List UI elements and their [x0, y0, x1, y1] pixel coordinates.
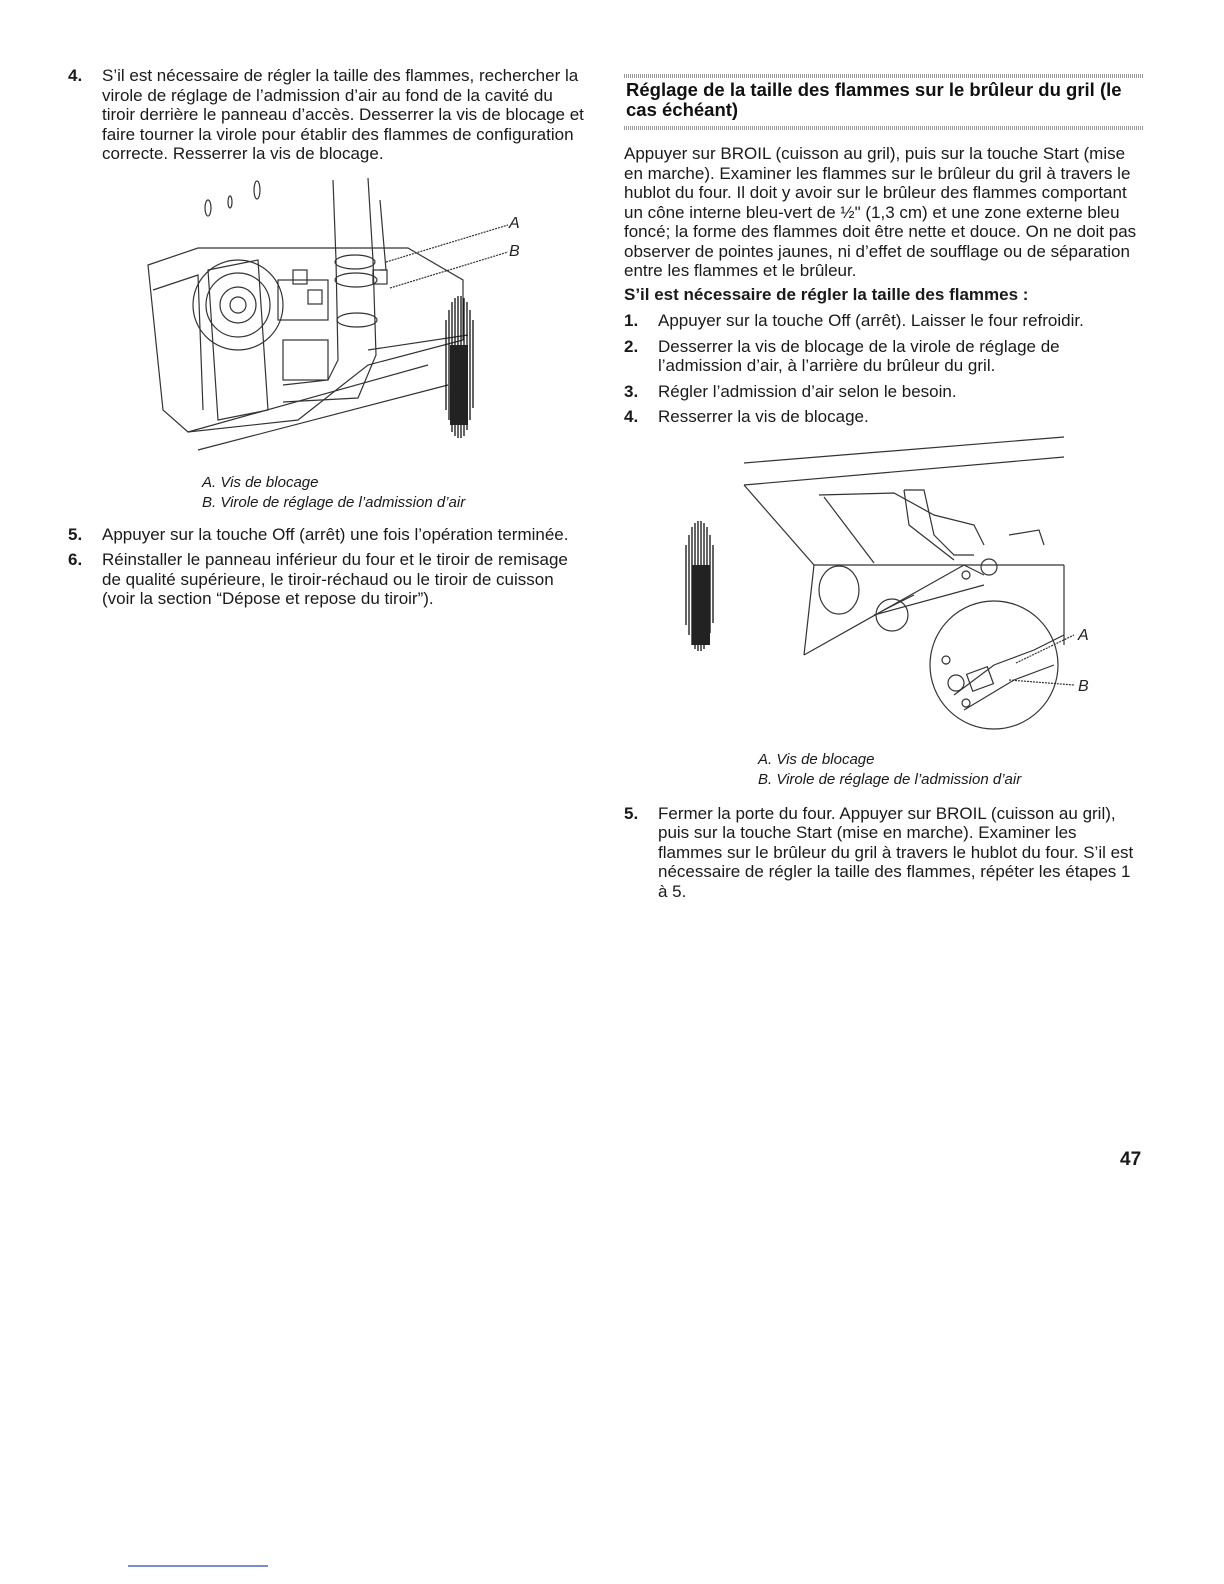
step-number: 6. [68, 550, 83, 569]
step-number: 5. [624, 803, 639, 823]
step-number: 4. [68, 66, 83, 85]
step-text: Régler l’admission d’air selon le besoin. [658, 381, 957, 401]
section-heading: Réglage de la taille des flammes sur le brûleur du gril (le cas échéant) [624, 66, 1144, 132]
step-number: 5. [68, 524, 83, 544]
step-number: 1. [624, 311, 639, 330]
step-number: 3. [624, 381, 639, 401]
step-text: Fermer la porte du four. Appuyer sur BROIL (cuisson au gril), puis sur la touche Start (mise en marche). Examiner les flammes sur le brûleur du gril à travers le hublot du four. S’il est nécessaire de régler la taille des flammes, répéter les étapes 1 à 5. [658, 803, 1134, 901]
caption-a: A. Vis de blocage [758, 750, 875, 768]
step-text: S’il est nécessaire de régler la taille des flammes, rechercher la virole de réglage de l’admission d’air au fond de la cavité du tiroir derrière le panneau d’accès. Desserrer la vis de blocage et faire tourner la virole pour établir des flammes de configuration correcte. Resserrer la vis de blocage. [102, 66, 584, 163]
step-number: 2. [624, 336, 639, 356]
step-text: Desserrer la vis de blocage de la virole de réglage de l’admission d’air, à l’arrière du brûleur du gril. [658, 336, 1060, 375]
step-text: Appuyer sur la touche Off (arrêt). Laisser le four refroidir. [658, 311, 1084, 330]
right-step-1 [624, 311, 1144, 331]
right-figure-caption [758, 750, 1144, 790]
footer-line [128, 1565, 268, 1567]
figure-label-a: A [1078, 626, 1089, 644]
right-step-5 [624, 804, 1144, 902]
right-step-2 [624, 337, 1144, 376]
figure-label-b: B [509, 242, 520, 260]
figure-label-b: B [1078, 677, 1089, 695]
right-step-3 [624, 382, 1144, 402]
left-column [68, 66, 588, 615]
left-step-6 [68, 550, 588, 609]
step-text: Resserrer la vis de blocage. [658, 407, 869, 426]
right-figure [624, 435, 1144, 750]
intro-paragraph: Appuyer sur BROIL (cuisson au gril), puis sur la touche Start (mise en marche). Examiner les flammes sur le brûleur du gril à travers le hublot du four. Il doit y avoir sur le brûleur des flammes comportant un cône interne bleu-vert de ½" (1,3 cm) et une zone externe bleu foncé; la forme des flammes doit être nette et douce. On ne doit pas observer de pointes jaunes, ni d’effet de soufflage ou de séparation entre les flammes et le brûleur. [624, 144, 1137, 280]
left-step-4 [68, 66, 588, 164]
caption-a: A. Vis de blocage [202, 473, 319, 491]
page-number: 47 [1120, 1149, 1142, 1170]
figure-label-a: A [509, 214, 520, 232]
burner-valve-illustration [68, 170, 588, 475]
left-figure [68, 170, 588, 475]
caption-b: B. Virole de réglage de l’admission d’air [202, 493, 466, 511]
step-text: Appuyer sur la touche Off (arrêt) une fois l’opération terminée. [102, 524, 569, 544]
step-number: 4. [624, 407, 639, 426]
caption-b: B. Virole de réglage de l’admission d’air [758, 770, 1022, 788]
subheading: S’il est nécessaire de régler la taille des flammes : [624, 284, 1029, 304]
left-figure-caption [202, 473, 588, 513]
step-text: Réinstaller le panneau inférieur du four et le tiroir de remisage de qualité supérieure, le tiroir-réchaud ou le tiroir de cuisson (voir la section “Dépose et repose du tiroir”). [102, 550, 568, 608]
left-step-5 [68, 525, 588, 545]
right-step-4 [624, 407, 1144, 427]
right-column [624, 66, 1144, 907]
broil-burner-illustration [624, 435, 1144, 750]
